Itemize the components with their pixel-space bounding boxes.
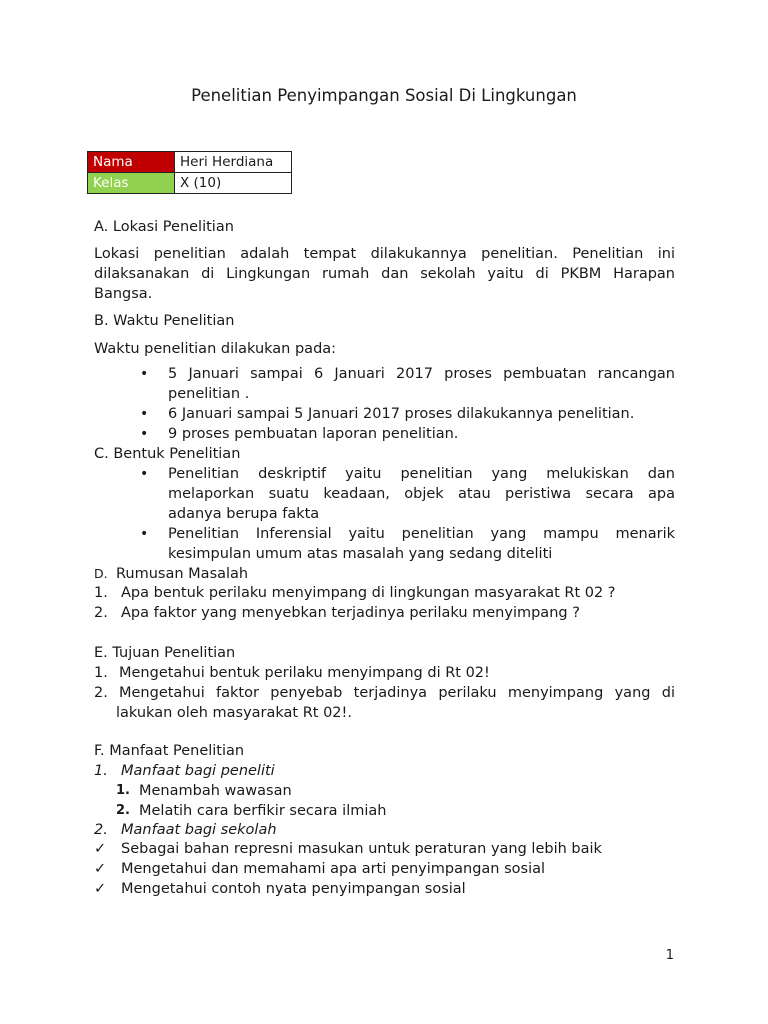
section-c-item-2-line-2: kesimpulan umum atas masalah yang sedang diteliti bbox=[168, 546, 553, 562]
section-c-item-1-line-1: Penelitian deskriptif yaitu penelitian yang melukiskan dan bbox=[168, 466, 675, 482]
section-f-check-item-2: Mengetahui dan memahami apa arti penyimpangan sosial bbox=[121, 861, 546, 877]
bullet-icon: • bbox=[140, 366, 149, 382]
bullet-icon: • bbox=[140, 426, 149, 442]
section-b-item-3: 9 proses pembuatan laporan penelitian. bbox=[168, 426, 459, 442]
section-b-heading: B. Waktu Penelitian bbox=[94, 313, 235, 329]
section-e-number-1: 1. bbox=[94, 665, 108, 681]
bullet-icon: • bbox=[140, 406, 149, 422]
bullet-icon: • bbox=[140, 526, 149, 542]
section-d-letter: D. bbox=[94, 566, 108, 581]
section-a-line-1: Lokasi penelitian adalah tempat dilakukannya penelitian. Penelitian ini bbox=[94, 246, 675, 262]
class-row bbox=[88, 173, 292, 194]
section-b-item-2: 6 Januari sampai 5 Januari 2017 proses dilakukannya penelitian. bbox=[168, 406, 635, 422]
bullet-icon: • bbox=[140, 466, 149, 482]
name-value: Heri Herdiana bbox=[175, 152, 292, 173]
section-d-item-2: Apa faktor yang menyebkan terjadinya perilaku menyimpang ? bbox=[121, 605, 580, 621]
section-d-heading: Rumusan Masalah bbox=[116, 566, 249, 582]
section-f-sub-1-item-2: Melatih cara berfikir secara ilmiah bbox=[139, 803, 387, 819]
name-label: Nama bbox=[88, 152, 175, 173]
section-e-number-2: 2. bbox=[94, 685, 108, 701]
section-c-heading: C. Bentuk Penelitian bbox=[94, 446, 241, 462]
section-b-item-1-line-2: penelitian . bbox=[168, 386, 250, 402]
section-f-sub-1-number-2: 2. bbox=[116, 803, 130, 818]
section-a-line-3: Bangsa. bbox=[94, 286, 153, 302]
section-c-item-1-line-2: melaporkan suatu keadaan, objek atau peristiwa secara apa bbox=[168, 486, 675, 502]
section-f-check-item-1: Sebagai bahan represni masukan untuk peraturan yang lebih baik bbox=[121, 841, 602, 857]
section-f-sub-1-number-1: 1. bbox=[116, 783, 130, 798]
class-value: X (10) bbox=[175, 173, 292, 194]
check-icon: ✓ bbox=[94, 861, 107, 877]
section-e-item-2-line-1: Mengetahui faktor penyebab terjadinya perilaku menyimpang yang di bbox=[119, 685, 675, 701]
section-a-heading: A. Lokasi Penelitian bbox=[94, 219, 234, 235]
section-d-item-1: Apa bentuk perilaku menyimpang di lingkungan masyarakat Rt 02 ? bbox=[121, 585, 616, 601]
section-c-item-2-line-1: Penelitian Inferensial yaitu penelitian yang mampu menarik bbox=[168, 526, 675, 542]
section-a-line-2: dilaksanakan di Lingkungan rumah dan sekolah yaitu di PKBM Harapan bbox=[94, 266, 675, 282]
check-icon: ✓ bbox=[94, 841, 107, 857]
section-d-number-2: 2. bbox=[94, 605, 108, 621]
section-c-item-1-line-3: adanya berupa fakta bbox=[168, 506, 320, 522]
section-f-sub-2: Manfaat bagi sekolah bbox=[121, 822, 277, 838]
page-number: 1 bbox=[665, 948, 674, 963]
name-row bbox=[88, 152, 292, 173]
section-e-heading: E. Tujuan Penelitian bbox=[94, 645, 236, 661]
section-f-sub-1: Manfaat bagi peneliti bbox=[121, 763, 275, 779]
section-b-item-1-line-1: 5 Januari sampai 6 Januari 2017 proses pembuatan rancangan bbox=[168, 366, 675, 382]
section-f-number-2: 2. bbox=[94, 822, 108, 838]
section-f-sub-1-item-1: Menambah wawasan bbox=[139, 783, 292, 799]
class-label: Kelas bbox=[88, 173, 175, 194]
section-e-item-1: Mengetahui bentuk perilaku menyimpang di Rt 02! bbox=[119, 665, 490, 681]
section-f-check-item-3: Mengetahui contoh nyata penyimpangan sosial bbox=[121, 881, 466, 897]
section-f-number-1: 1. bbox=[94, 763, 108, 779]
identity-table bbox=[87, 151, 292, 194]
check-icon: ✓ bbox=[94, 881, 107, 897]
section-b-intro: Waktu penelitian dilakukan pada: bbox=[94, 341, 337, 357]
section-d-number-1: 1. bbox=[94, 585, 108, 601]
section-e-item-2-line-2: lakukan oleh masyarakat Rt 02!. bbox=[116, 705, 352, 721]
section-f-heading: F. Manfaat Penelitian bbox=[94, 743, 245, 759]
page-title: Penelitian Penyimpangan Sosial Di Lingkungan bbox=[191, 86, 577, 105]
